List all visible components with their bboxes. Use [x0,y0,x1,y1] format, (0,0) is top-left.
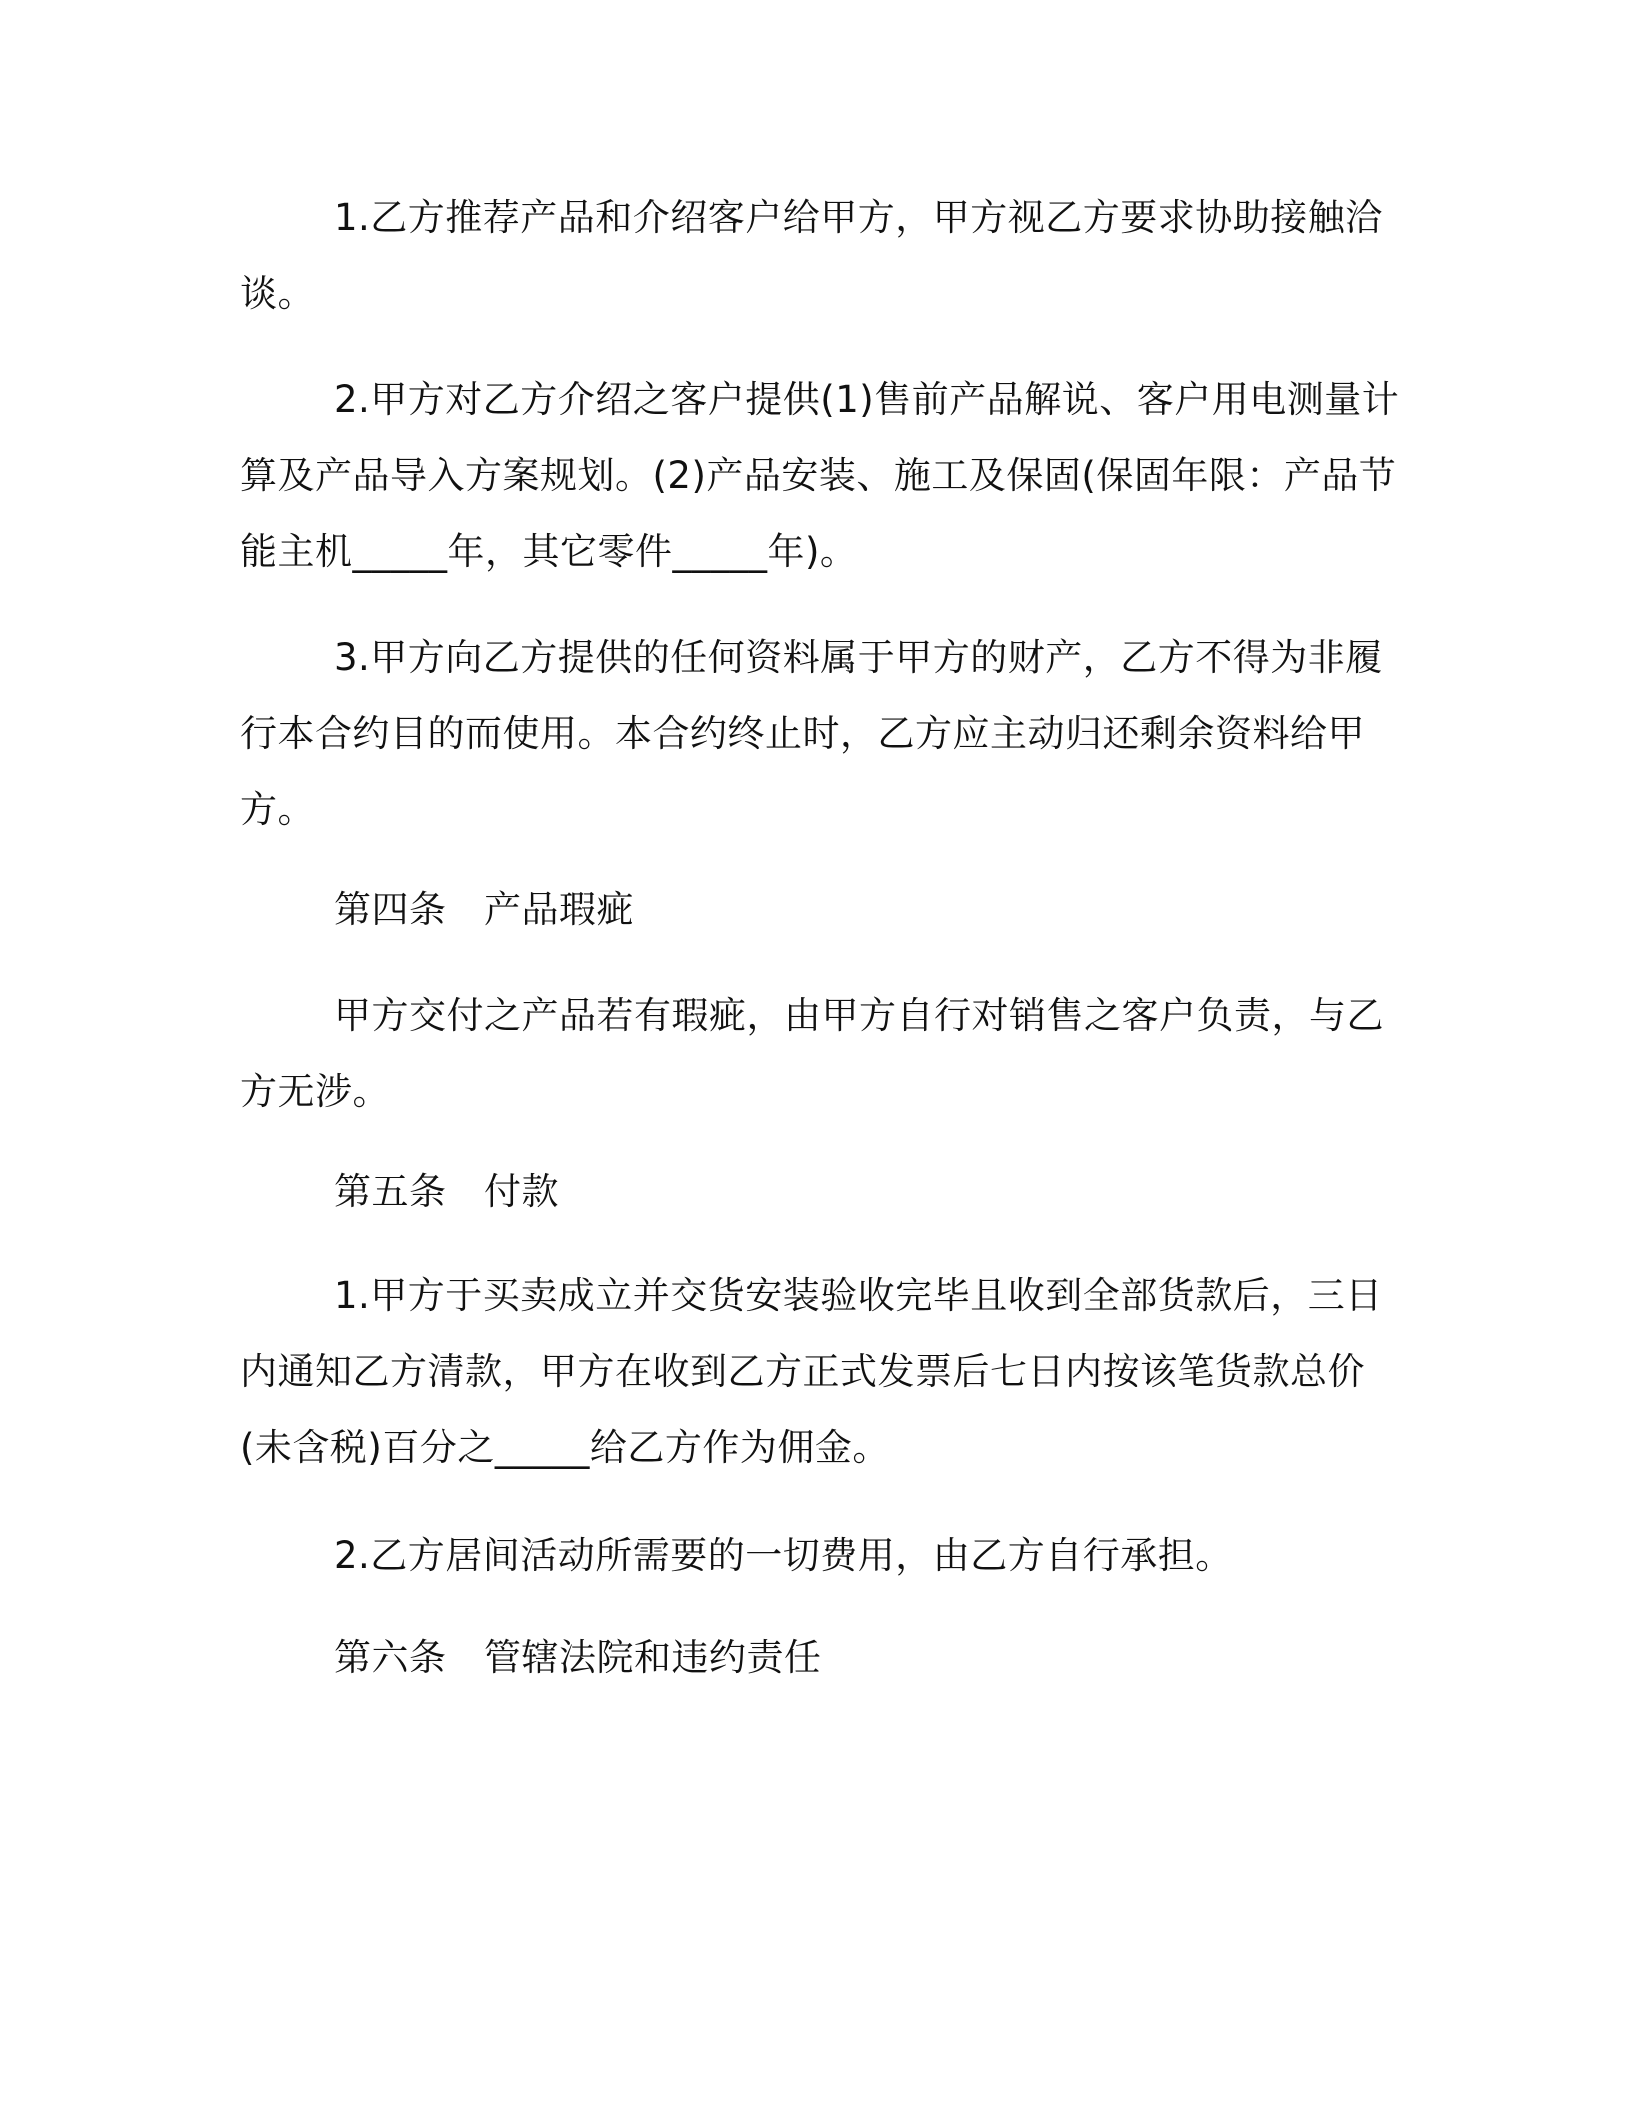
text-line: 内通知乙方清款，甲方在收到乙方正式发票后七日内按该笔货款总价 [240,1350,1365,1393]
text-line: 方无涉。 [240,1070,390,1113]
text-line: 第四条 产品瑕疵 [334,888,634,931]
clause-4-body [240,978,1384,1130]
clause-6-heading [240,1620,1380,1696]
clause-5-heading [240,1154,1380,1230]
text-line: (未含税)百分之_____给乙方作为佣金。 [240,1426,890,1469]
text-line: 1.乙方推荐产品和介绍客户给甲方，甲方视乙方要求协助接触洽 [334,196,1383,239]
text-line: 能主机_____年，其它零件_____年)。 [240,530,858,573]
text-line: 谈。 [240,272,315,315]
text-line: 行本合约目的而使用。本合约终止时，乙方应主动归还剩余资料给甲 [240,712,1365,755]
clause-3-item-3 [240,620,1383,848]
text-line: 方。 [240,788,315,831]
text-line: 2.甲方对乙方介绍之客户提供(1)售前产品解说、客户用电测量计 [334,378,1400,421]
text-line: 2.乙方居间活动所需要的一切费用，由乙方自行承担。 [334,1534,1233,1577]
text-line: 第五条 付款 [334,1170,559,1213]
clause-3-item-1 [240,180,1383,332]
text-line: 第六条 管辖法院和违约责任 [334,1636,822,1679]
clause-3-item-2 [240,362,1400,590]
clause-5-item-2 [240,1518,1380,1594]
clause-4-heading [240,872,1380,948]
text-line: 算及产品导入方案规划。(2)产品安装、施工及保固(保固年限：产品节 [240,454,1397,497]
clause-5-item-1 [240,1258,1383,1486]
text-line: 甲方交付之产品若有瑕疵，由甲方自行对销售之客户负责，与乙 [334,994,1384,1037]
text-line: 1.甲方于买卖成立并交货安装验收完毕且收到全部货款后，三日 [334,1274,1383,1317]
text-line: 3.甲方向乙方提供的任何资料属于甲方的财产，乙方不得为非履 [334,636,1383,679]
